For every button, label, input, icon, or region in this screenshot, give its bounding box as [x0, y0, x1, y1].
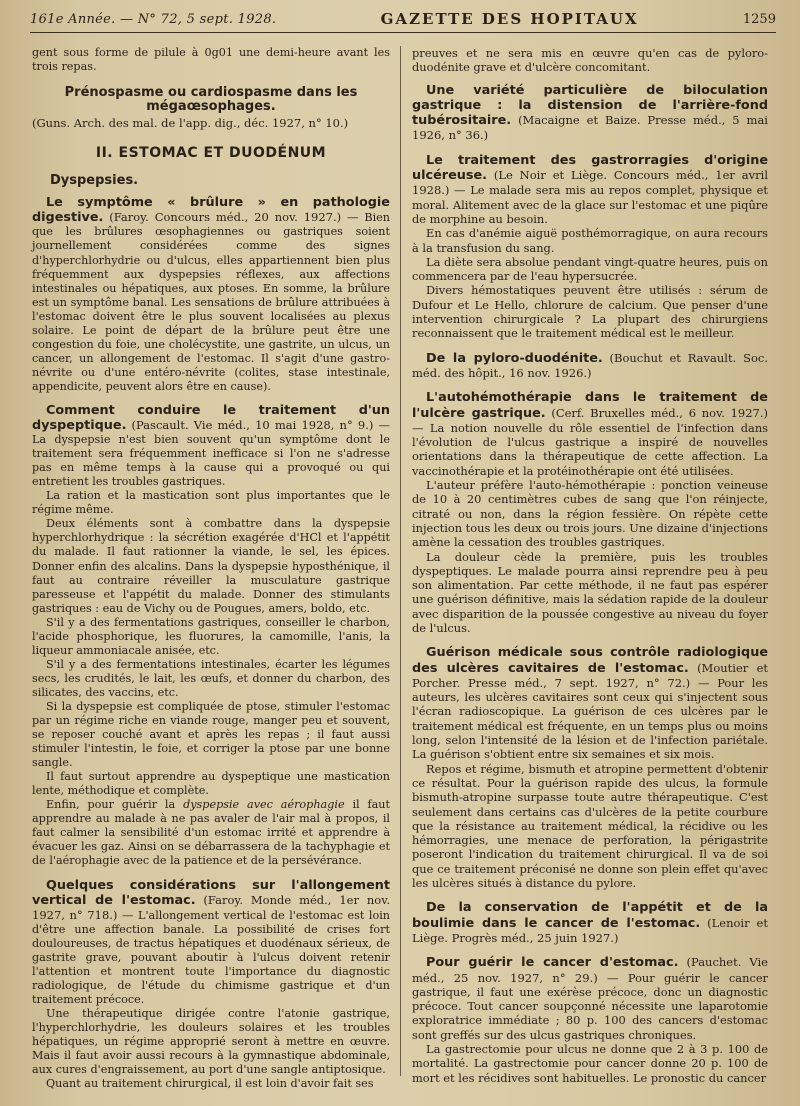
paragraph: Divers hémostatiques peuvent être utilisés : sérum de Dufour et Le Hello, chlorure de calcium. Que penser d'une intervention chirurgicale ? La plupart des chirurgiens reconnaissent que le traitement médical est le meilleur. — [412, 283, 768, 341]
paragraph: S'il y a des fermentations intestinales, écarter les légumes secs, les crudités, le lait, les œufs, et donner du charbon, des silicates, des vaccins, etc. — [32, 657, 390, 699]
article-title: L'autohémothérapie dans le traitement de l'ulcère gastrique. — [412, 390, 768, 421]
article-gastrorragies — [412, 153, 768, 341]
article-text: Pour guérir le cancer gastrique, il faut une exérèse précoce, donc un diagnostic précoce. Tout cancer soupçonné nécessite une laparotomie exploratrice immédiate ; 80 p. 100 des cancers d'estomac sont greffés sur des ulcus gastriques chroniques. — [412, 970, 769, 1042]
article-title: Prénospasme ou cardiospasme dans les mégaœsophages. — [64, 85, 358, 115]
issue-info: 161e Année. — N° 72, 5 sept. 1928. — [30, 11, 277, 27]
article-body — [32, 404, 390, 489]
article-title: Le symptôme « brûlure » en pathologie digestive. — [32, 195, 390, 226]
paragraph: S'il y a des fermentations gastriques, conseiller le charbon, l'acide phosphorique, les fluorures, la camomille, l'anis, la liqueur ammoniacale anisée, etc. — [32, 615, 390, 657]
article-reference: (Faroy. Monde méd., 1er nov. 1927, n° 718.) — — [32, 892, 390, 922]
running-header — [30, 6, 776, 33]
section-heading: II. ESTOMAC ET DUODÉNUM — [95, 145, 327, 162]
article-reference: (Guns. Arch. des mal. de l'app. dig., déc. 1927, n° 10.) — [32, 116, 349, 131]
article-comment — [32, 404, 390, 869]
article-quelques — [32, 879, 390, 1092]
article-title: Quelques considérations sur l'allongement vertical de l'estomac. — [32, 877, 390, 908]
article-reference: (Le Noir et Liège. Concours méd., 1er avril 1928.) — — [412, 168, 768, 198]
paragraph: La douleur cède la première, puis les troubles dyspeptiques. Le malade pourra ainsi reprendre peu à peu son alimentation. Par cette méthode, il ne faut pas espérer une guérison définitive, mais la sédation rapide de la douleur avec disparition de la poussée congestive au niveau du foyer de l'ulcus. — [412, 549, 768, 635]
article-reference: (Moutier et Porcher. Presse méd., 7 sept. 1927, n° 72.) — — [412, 660, 769, 690]
paragraph: Il faut surtout apprendre au dyspeptique une mastication lente, méthodique et complète. — [32, 770, 390, 798]
article-reference: (Pauchet. Vie méd., 25 nov. 1927, n° 29.) — — [412, 955, 768, 985]
article-title: Pour guérir le cancer d'estomac. — [426, 955, 679, 971]
article-reference: (Lenoir et Liège. Progrès méd., 25 juin 1927.) — [412, 915, 768, 945]
paragraph: Une thérapeutique dirigée contre l'atonie gastrique, l'hyperchlorhydrie, les douleurs solaires et les troubles hépatiques, un régime approprié seront à mettre en œuvre. Mais il faut avoir aussi recours à la gymnastique abdominale, aux cures d'engraissement, au port d'une sangle antiptosique. — [32, 1006, 390, 1077]
article-title: Une variété particulière de biloculation gastrique : la distension de l'arrière-fond tubérositaire. — [412, 82, 768, 129]
text-run: Enfin, pour guérir la — [46, 798, 176, 812]
journal-title: GAZETTE DES HOPITAUX — [380, 10, 639, 28]
article-title: De la pyloro-duodénite. — [426, 350, 603, 366]
article-brulure — [32, 196, 390, 394]
paragraph: La gastrectomie pour ulcus ne donne que 2 à 3 p. 100 de mortalité. La gastrectomie pour cancer donne 20 p. 100 de mort et les récidives sont habituelles. Le pronostic du cancer — [412, 1042, 768, 1085]
article-text: La notion nouvelle du rôle essentiel de l'infection dans l'évolution de l'ulcus gastrique a inspiré de nouvelles orientations dans la thérapeutique de cette affection. La vaccinothérapie et la protéinothérapie ont été utilisées. — [412, 420, 769, 478]
paragraph: gent sous forme de pilule à 0g01 une demi-heure avant les trois repas. — [32, 46, 390, 74]
article-reference: (Macaigne et Baize. Presse méd., 5 mai 1926, n° 36.) — [412, 113, 768, 143]
paragraph: preuves et ne sera mis en œuvre qu'en cas de pyloro-duodénite grave et d'ulcère concomitant. — [412, 46, 768, 75]
article-title: Guérison médicale sous contrôle radiologique des ulcères cavitaires de l'estomac. — [412, 645, 768, 676]
article-cancer — [412, 955, 768, 1085]
article-text: La dyspepsie n'est bien souvent qu'un symptôme dont le traitement sera fréquemment inefficace si l'on ne s'adresse pas en même temps à la cause qui a provoqué ou qui entretient les troubles gastriques. — [32, 433, 390, 489]
article-title: Comment conduire le traitement d'un dyspeptique. — [32, 402, 390, 434]
article-body — [412, 645, 768, 761]
article-text: Pour les auteurs, les ulcères cavitaires sont ceux qui s'injectent sous l'écran radioscopique. La guérison de ces ulcères par le traitement médical est fréquente, en un temps plus ou moins long, selon l'intensité de la lésion et de l'infection pariétale. La guérison s'obtient entre six semaines et six mois. — [412, 675, 769, 762]
page-number: 1259 — [742, 11, 776, 27]
article-body — [412, 955, 768, 1042]
paragraph — [32, 798, 390, 868]
left-column — [32, 46, 390, 1091]
subsection-heading: Dyspepsies. — [50, 173, 139, 189]
article-text: Bien que les brûlures œsophagiennes ou gastriques soient journellement considérées comme des signes d'hyperchlorhydrie ou d'ulcus, elles appartiennent bien plus fréquemment aux dyspepsies réflexes, aux affections intestinales ou hépatiques, aux ptoses. En somme, la brûlure est un symptôme banal. Les sensations de brûlure attribuées à l'estomac doivent être le plus souvent localisées au plexus solaire. Le point de départ de la brûlure peut être une congestion du foie, une cholécystite, une gastrite, un ulcus, un cancer, un allongement de l'estomac. Il s'agit d'une gastro-névrite ou d'une entéro-névrite (colites, stase intestinale, appendicite, peuvent alors être en cause). — [32, 211, 390, 393]
article-autohemo — [412, 390, 768, 635]
article-text: L'allongement vertical de l'estomac est loin d'être une affection banale. La possibilité de crises fort douloureuses, de tractus hépatiques et duodénaux sérieux, de gastrite grave, pouvant aboutir à l'ulcus doivent retenir l'attention et montrent toute l'importance du diagnostic radiologique, de l'étude du chimisme gastrique et d'un traitement précoce. — [32, 908, 390, 1006]
article-reference: (Pascault. Vie méd., 10 mai 1928, n° 9.) — — [131, 418, 390, 433]
article-reference: (Faroy. Concours méd., 20 nov. 1927.) — — [109, 210, 359, 225]
article-title: Le traitement des gastrorragies d'origine ulcéreuse. — [412, 152, 768, 184]
article-reference: (Cerf. Bruxelles méd., 6 nov. 1927.) — — [412, 405, 768, 435]
article-biloculation — [412, 83, 768, 143]
right-column — [412, 46, 768, 1085]
article-body — [32, 196, 390, 394]
article-body — [412, 390, 768, 478]
emphasis: dyspepsie avec aérophagie — [183, 798, 345, 812]
article-body — [412, 83, 768, 143]
article-body — [412, 153, 768, 226]
article-prenospasme — [32, 86, 390, 130]
paragraph: La diète sera absolue pendant vingt-quatre heures, puis on commencera par de l'eau hypersucrée. — [412, 254, 768, 284]
column-divider — [400, 46, 401, 1076]
article-conservation — [412, 900, 768, 945]
paragraph: Deux éléments sont à combattre dans la dyspepsie hyperchlorhydrique : la sécrétion exagérée d'HCl et l'appétit du malade. Il faut rationner la viande, le sel, les épices. Donner enfin des alcalins. Dans la dyspepsie hyposthénique, il faut au contraire réveiller la musculature gastrique paresseuse et l'appétit du malade. Donner des stimulants gastriques : eau de Vichy ou de Pougues, amers, boldo, etc. — [32, 517, 390, 615]
paragraph: Quant au traitement chirurgical, il est loin d'avoir fait ses — [46, 1077, 374, 1091]
article-title: De la conservation de l'appétit et de la boulimie dans le cancer de l'estomac. — [412, 900, 768, 931]
paragraph: La ration et la mastication sont plus importantes que le régime même. — [32, 489, 390, 517]
article-body — [412, 351, 768, 381]
article-guerison — [412, 645, 768, 890]
paragraph: Repos et régime, bismuth et atropine permettent d'obtenir ce résultat. Pour la guérison rapide des ulcus, la formule bismuth-atropine surpasse toute autre thérapeutique. C'est seulement dans certains cas d'ulcères de la petite courbure que la résistance au traitement médical, la récidive ou les hémorragies, une menace de perforation, la périgastrite poseront l'indication du traitement chirurgical. Il va de soi que ce traitement préconisé ne donne son plein effet qu'avec les ulcères situés à distance du pylore. — [412, 761, 768, 891]
paragraph: En cas d'anémie aiguë posthémorragique, on aura recours à la transfusion du sang. — [412, 226, 768, 255]
article-body — [412, 900, 768, 945]
article-body — [32, 879, 390, 1007]
paragraph: Si la dyspepsie est compliquée de ptose, stimuler l'estomac par un régime riche en viande rouge, manger peu et souvent, se reposer couché avant et après les repas ; il faut aussi stimuler l'intestin, le foie, et corriger la ptose par une bonne sangle. — [32, 699, 390, 770]
article-reference: (Bouchut et Ravault. Soc. méd. des hôpit., 16 nov. 1926.) — [412, 350, 768, 380]
paragraph: L'auteur préfère l'auto-hémothérapie : ponction veineuse de 10 à 20 centimètres cubes de sang que l'on réinjecte, citraté ou non, dans la région fessière. On répète cette injection tous les deux ou trois jours. Une dizaine d'injections amène la cessation des troubles gastriques. — [412, 478, 768, 550]
article-text: Le malade sera mis au repos complet, physique et moral. Alitement avec de la glace sur l'estomac et une piqûre de morphine au besoin. — [412, 183, 768, 226]
text-run: il faut apprendre au malade à ne pas avaler de l'air mal à propos, il faut calmer la sensibilité d'un estomac irrité et apprendre à évacuer les gaz. Ainsi on se débarrassera de la tachyphagie et de l'aérophagie avec de la patience et de la persévérance. — [32, 798, 390, 868]
article-pyloro — [412, 351, 768, 381]
